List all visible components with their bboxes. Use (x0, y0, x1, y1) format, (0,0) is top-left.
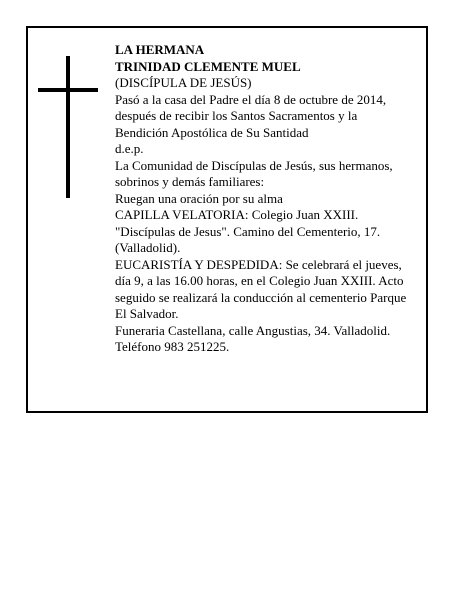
text-line-blessing: Bendición Apostólica de Su Santidad (115, 124, 309, 140)
text-line-chapel-city: (Valladolid). (115, 240, 181, 255)
text-line-chapel: CAPILLA VELATORIA: Colegio Juan XXIII. (115, 207, 359, 222)
text-line-cemetery: El Salvador. (115, 306, 179, 321)
text-line-funeral-home: Funeraria Castellana, calle Angustias, 34. Valladolid. (115, 322, 391, 338)
deceased-name: TRINIDAD CLEMENTE MUEL (115, 58, 301, 74)
latin-cross-icon (38, 56, 98, 198)
text-line-passed: Pasó a la casa del Padre el día 8 de octubre de 2014, (115, 91, 387, 107)
text-line-eucharist: EUCARISTÍA Y DESPEDIDA: Se celebrará el jueves, (115, 256, 402, 272)
text-line-chapel-address: "Discípulas de Jesus". Camino del Cementerio, 17. (115, 223, 381, 239)
obituary-notice (26, 26, 428, 413)
text-line-family: sobrinos y demás familiares: (115, 174, 265, 189)
cross-horizontal-bar (38, 88, 98, 92)
text-line-eucharist-time: día 9, a las 16.00 horas, en el Colegio Juan XXIII. Acto (115, 273, 404, 288)
text-line-dep: d.e.p. (115, 141, 144, 156)
text-line-conduction: seguido se realizará la conducción al cementerio Parque (115, 289, 407, 305)
cross-vertical-bar (66, 56, 70, 198)
religious-order: (DISCÍPULA DE JESÚS) (115, 75, 252, 90)
heading-title: LA HERMANA (115, 42, 205, 57)
text-line-prayer: Ruegan una oración por su alma (115, 190, 283, 206)
text-line-phone: Teléfono 983 251225. (115, 339, 230, 354)
text-line-community: La Comunidad de Discípulas de Jesús, sus hermanos, (115, 157, 393, 173)
obituary-text (115, 42, 423, 356)
text-line-sacraments: después de recibir los Santos Sacramentos y la (115, 108, 358, 123)
